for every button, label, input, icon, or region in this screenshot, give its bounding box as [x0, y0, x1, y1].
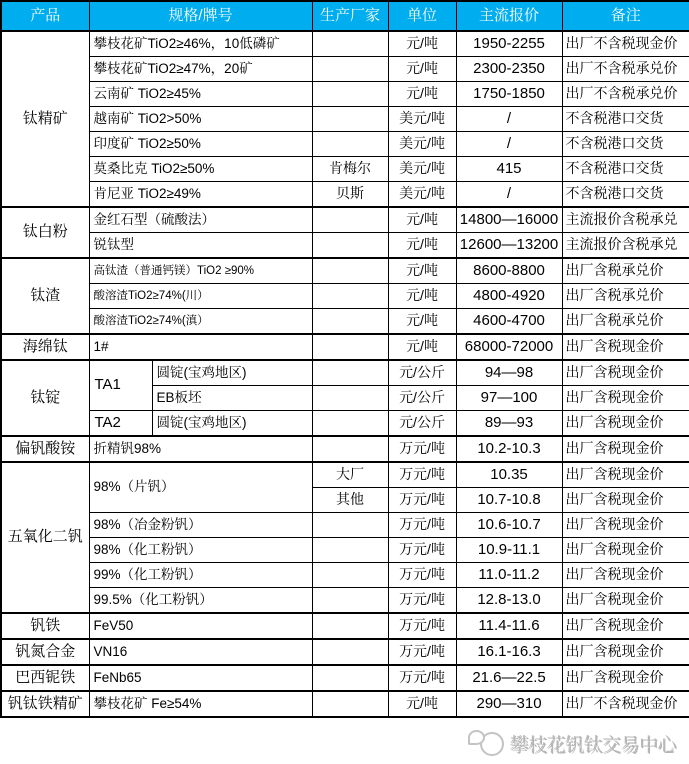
producer-cell: [312, 360, 388, 386]
product-cell: 钒钛铁精矿: [1, 691, 89, 717]
unit-cell: 元/公斤: [388, 386, 456, 411]
spec-cell: 云南矿 TiO2≥45%: [89, 82, 312, 107]
note-cell: 出厂含税承兑价: [562, 284, 689, 309]
spec-cell: 锐钛型: [89, 233, 312, 259]
table-body: [1, 31, 689, 717]
producer-cell: [312, 588, 388, 614]
note-cell: 出厂含税现金价: [562, 588, 689, 614]
unit-cell: 万元/吨: [388, 436, 456, 462]
unit-cell: 美元/吨: [388, 157, 456, 182]
unit-cell: 万元/吨: [388, 639, 456, 665]
table-row: [1, 665, 689, 691]
spec-cell: 98%（片钒）: [89, 462, 312, 513]
price-cell: 1750-1850: [456, 82, 562, 107]
table-row: [1, 132, 689, 157]
price-cell: 2300-2350: [456, 57, 562, 82]
price-cell: 89—93: [456, 411, 562, 437]
table-row: [1, 538, 689, 563]
product-cell: 偏钒酸铵: [1, 436, 89, 462]
spec-cell: 99.5%（化工粉钒）: [89, 588, 312, 614]
table-row: [1, 182, 689, 208]
note-cell: 出厂含税现金价: [562, 563, 689, 588]
spec-cell: 越南矿 TiO2>50%: [89, 107, 312, 132]
table-row: [1, 613, 689, 639]
price-cell: 68000-72000: [456, 334, 562, 360]
spec-cell: 攀枝花矿 Fe≥54%: [89, 691, 312, 717]
producer-cell: [312, 57, 388, 82]
note-cell: 出厂不含税承兑价: [562, 57, 689, 82]
price-cell: 290—310: [456, 691, 562, 717]
spec-cell: 圆锭(宝鸡地区): [152, 360, 312, 386]
table-row: [1, 57, 689, 82]
spec-cell: 折精钒98%: [89, 436, 312, 462]
table-row: [1, 462, 689, 488]
spec-cell: 99%（化工粉钒）: [89, 563, 312, 588]
table-row: [1, 411, 689, 437]
unit-cell: 万元/吨: [388, 462, 456, 488]
price-cell: /: [456, 132, 562, 157]
spec-cell: 圆锭(宝鸡地区): [152, 411, 312, 437]
producer-cell: [312, 132, 388, 157]
producer-cell: [312, 233, 388, 259]
unit-cell: 万元/吨: [388, 665, 456, 691]
note-cell: 出厂含税现金价: [562, 386, 689, 411]
producer-cell: [312, 639, 388, 665]
unit-cell: 万元/吨: [388, 488, 456, 513]
product-cell: 钒氮合金: [1, 639, 89, 665]
table-row: [1, 513, 689, 538]
table-row: [1, 309, 689, 335]
table-row: [1, 233, 689, 259]
spec-cell: 肯尼亚 TiO2≥49%: [89, 182, 312, 208]
table-header-row: [1, 1, 689, 31]
price-cell: /: [456, 107, 562, 132]
unit-cell: 元/吨: [388, 31, 456, 57]
producer-cell: [312, 436, 388, 462]
note-cell: 出厂含税现金价: [562, 488, 689, 513]
note-cell: 出厂含税现金价: [562, 462, 689, 488]
unit-cell: 元/吨: [388, 207, 456, 233]
note-cell: 出厂含税现金价: [562, 665, 689, 691]
table-header: [1, 1, 689, 31]
spec-cell: 1#: [89, 334, 312, 360]
spec-cell: 酸溶渣TiO2≥74%(滇）: [89, 309, 312, 335]
price-cell: 10.7-10.8: [456, 488, 562, 513]
table-row: [1, 207, 689, 233]
unit-cell: 万元/吨: [388, 588, 456, 614]
product-cell: 巴西铌铁: [1, 665, 89, 691]
producer-cell: [312, 309, 388, 335]
note-cell: 出厂不含税现金价: [562, 691, 689, 717]
spec-cell: EB板坯: [152, 386, 312, 411]
price-cell: 4800-4920: [456, 284, 562, 309]
watermark-text: 攀枝花钒钛交易中心: [510, 735, 677, 757]
table-row: [1, 639, 689, 665]
watermark: [467, 729, 677, 759]
grade-cell: TA2: [89, 411, 152, 437]
note-cell: 出厂含税现金价: [562, 436, 689, 462]
producer-cell: [312, 334, 388, 360]
note-cell: 主流报价含税承兑: [562, 207, 689, 233]
table-row: [1, 691, 689, 717]
note-cell: 出厂不含税现金价: [562, 31, 689, 57]
unit-cell: 万元/吨: [388, 613, 456, 639]
product-cell: 五氧化二钒: [1, 462, 89, 613]
price-cell: 415: [456, 157, 562, 182]
price-cell: 4600-4700: [456, 309, 562, 335]
unit-cell: 元/吨: [388, 334, 456, 360]
table-row: [1, 360, 689, 386]
producer-cell: [312, 386, 388, 411]
unit-cell: 元/公斤: [388, 360, 456, 386]
producer-cell: [312, 563, 388, 588]
table-row: [1, 588, 689, 614]
note-cell: 出厂含税现金价: [562, 613, 689, 639]
spec-cell: 攀枝花矿TiO2≥46%，10低磷矿: [89, 31, 312, 57]
producer-cell: [312, 82, 388, 107]
spec-cell: 印度矿 TiO2≥50%: [89, 132, 312, 157]
product-cell: 钛锭: [1, 360, 89, 436]
producer-cell: [312, 258, 388, 284]
price-cell: 14800—16000: [456, 207, 562, 233]
price-cell: 12.8-13.0: [456, 588, 562, 614]
note-cell: 出厂含税现金价: [562, 513, 689, 538]
unit-cell: 元/吨: [388, 284, 456, 309]
watermark-flower-logo-icon: [467, 729, 505, 759]
note-cell: 不含税港口交货: [562, 182, 689, 208]
table-row: [1, 284, 689, 309]
note-cell: 出厂含税现金价: [562, 360, 689, 386]
unit-cell: 元/吨: [388, 233, 456, 259]
note-cell: 出厂含税承兑价: [562, 258, 689, 284]
table-row: [1, 563, 689, 588]
producer-cell: [312, 107, 388, 132]
unit-cell: 美元/吨: [388, 182, 456, 208]
note-cell: 出厂含税现金价: [562, 639, 689, 665]
column-header: 生产厂家: [312, 1, 388, 31]
unit-cell: 元/吨: [388, 82, 456, 107]
spec-cell: 攀枝花矿TiO2≥47%，20矿: [89, 57, 312, 82]
column-header: 单位: [388, 1, 456, 31]
producer-cell: [312, 284, 388, 309]
unit-cell: 万元/吨: [388, 563, 456, 588]
note-cell: 出厂含税承兑价: [562, 309, 689, 335]
spec-cell: 高钛渣（普通钙镁）TiO2 ≥90%: [89, 258, 312, 284]
note-cell: 不含税港口交货: [562, 132, 689, 157]
spec-cell: 98%（冶金粉钒）: [89, 513, 312, 538]
table-row: [1, 157, 689, 182]
price-cell: 10.6-10.7: [456, 513, 562, 538]
producer-cell: 大厂: [312, 462, 388, 488]
price-cell: 8600-8800: [456, 258, 562, 284]
column-header: 主流报价: [456, 1, 562, 31]
unit-cell: 元/吨: [388, 691, 456, 717]
note-cell: 出厂含税现金价: [562, 538, 689, 563]
price-cell: 21.6—22.5: [456, 665, 562, 691]
producer-cell: [312, 665, 388, 691]
price-cell: 10.35: [456, 462, 562, 488]
price-cell: 11.4-11.6: [456, 613, 562, 639]
column-header: 规格/牌号: [89, 1, 312, 31]
spec-cell: 98%（化工粉钒）: [89, 538, 312, 563]
product-cell: 钛白粉: [1, 207, 89, 258]
product-cell: 钛渣: [1, 258, 89, 334]
producer-cell: 其他: [312, 488, 388, 513]
table-row: [1, 436, 689, 462]
price-cell: 11.0-11.2: [456, 563, 562, 588]
spec-cell: FeNb65: [89, 665, 312, 691]
producer-cell: [312, 31, 388, 57]
spec-cell: VN16: [89, 639, 312, 665]
note-cell: 不含税港口交货: [562, 107, 689, 132]
producer-cell: 肯梅尔: [312, 157, 388, 182]
producer-cell: [312, 207, 388, 233]
note-cell: 主流报价含税承兑: [562, 233, 689, 259]
product-cell: 钛精矿: [1, 31, 89, 207]
unit-cell: 元/吨: [388, 309, 456, 335]
unit-cell: 万元/吨: [388, 538, 456, 563]
column-header: 产品: [1, 1, 89, 31]
table-row: [1, 107, 689, 132]
table-row: [1, 258, 689, 284]
unit-cell: 元/吨: [388, 57, 456, 82]
price-cell: 97—100: [456, 386, 562, 411]
producer-cell: [312, 691, 388, 717]
note-cell: 出厂含税现金价: [562, 411, 689, 437]
unit-cell: 美元/吨: [388, 132, 456, 157]
table-row: [1, 31, 689, 57]
price-cell: 16.1-16.3: [456, 639, 562, 665]
note-cell: 出厂不含税承兑价: [562, 82, 689, 107]
producer-cell: [312, 411, 388, 437]
price-cell: 94—98: [456, 360, 562, 386]
price-cell: 12600—13200: [456, 233, 562, 259]
unit-cell: 美元/吨: [388, 107, 456, 132]
table-row: [1, 82, 689, 107]
note-cell: 不含税港口交货: [562, 157, 689, 182]
price-cell: 10.2-10.3: [456, 436, 562, 462]
note-cell: 出厂含税现金价: [562, 334, 689, 360]
producer-cell: [312, 613, 388, 639]
spec-cell: 金红石型（硫酸法）: [89, 207, 312, 233]
spec-cell: 莫桑比克 TiO2≥50%: [89, 157, 312, 182]
unit-cell: 元/吨: [388, 258, 456, 284]
unit-cell: 万元/吨: [388, 513, 456, 538]
grade-cell: TA1: [89, 360, 152, 411]
unit-cell: 元/公斤: [388, 411, 456, 437]
spec-cell: FeV50: [89, 613, 312, 639]
spec-cell: 酸溶渣TiO2≥74%(川）: [89, 284, 312, 309]
price-cell: /: [456, 182, 562, 208]
producer-cell: [312, 513, 388, 538]
price-cell: 10.9-11.1: [456, 538, 562, 563]
product-cell: 海绵钛: [1, 334, 89, 360]
price-cell: 1950-2255: [456, 31, 562, 57]
product-cell: 钒铁: [1, 613, 89, 639]
producer-cell: 贝斯: [312, 182, 388, 208]
column-header: 备注: [562, 1, 689, 31]
table-row: [1, 334, 689, 360]
producer-cell: [312, 538, 388, 563]
